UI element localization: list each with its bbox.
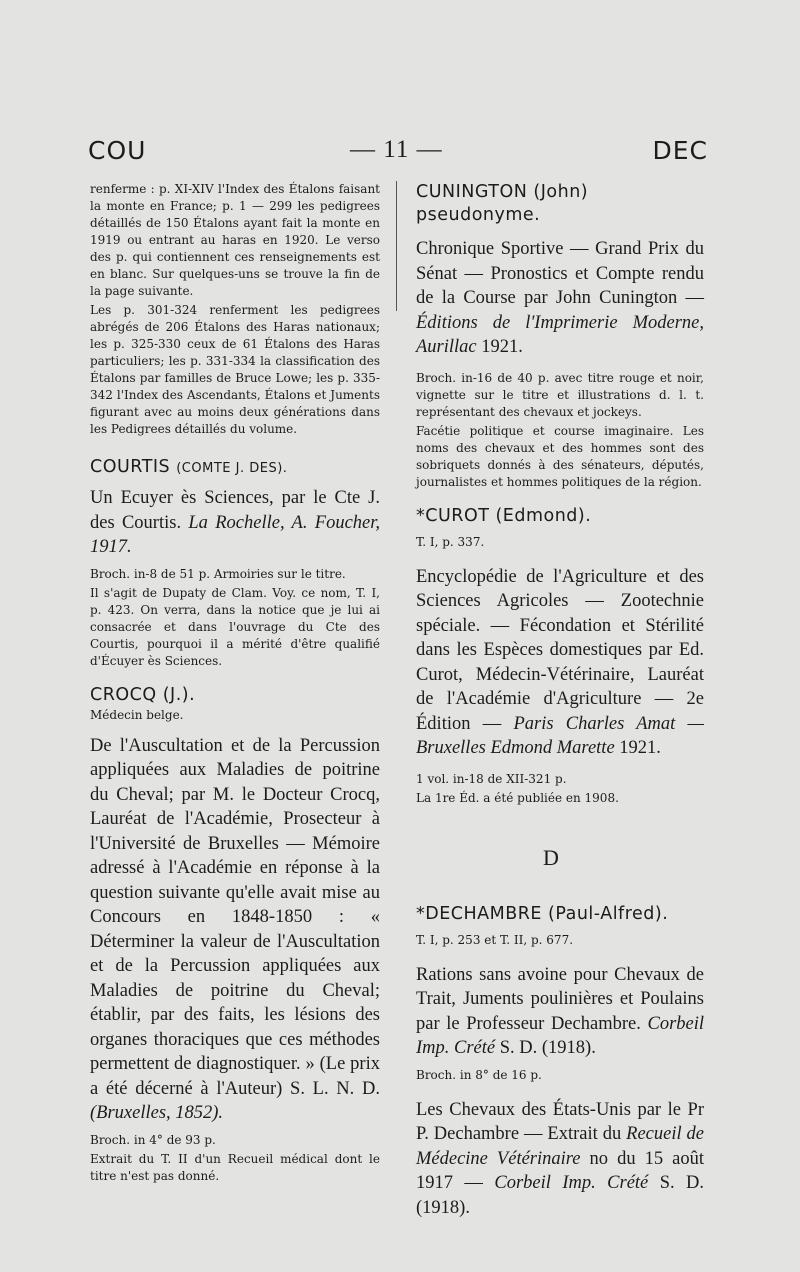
- entry-note: La 1re Éd. a été publiée en 1908.: [416, 790, 619, 805]
- entry-reference: T. I, p. 253 et T. II, p. 677.: [416, 932, 574, 947]
- entry-heading: CROCQ (J.).: [90, 684, 196, 705]
- entry-title: Encyclopédie de l'Agriculture et des Sciences Agricoles — Zootechnie spéciale. — Fécondation et Stérilité dans les Espèces domestiques par Ed. Curot, Médecin-Vétérinaire, Lauréat de l'Académie d'Agriculture — 2e Édition — Paris Charles Amat — Bruxelles Edmond Marette 1921.: [416, 566, 704, 758]
- section-letter: D: [543, 844, 559, 870]
- entry-note: Facétie politique et course imaginaire. Les noms des chevaux et des hommes sont des sobriquets donnés à des sénateurs, députés, journalistes et hommes politiques de la région.: [416, 423, 704, 489]
- entry-role: Médecin belge.: [90, 707, 184, 722]
- entry-note: Il s'agit de Dupaty de Clam. Voy. ce nom, T. I, p. 423. On verra, dans la notice que je lui ai consacrée et dans l'ouvrage du Cte des Courtis, pourquoi il a mérité d'être qualifié d'Écuyer ès Sciences.: [90, 585, 380, 668]
- entry-description: 1 vol. in-18 de XII-321 p.: [416, 771, 567, 786]
- entry-heading: *DECHAMBRE (Paul-Alfred).: [416, 903, 669, 924]
- entry-description: Broch. in 4° de 93 p.: [90, 1132, 216, 1147]
- entry-cunington: [416, 181, 704, 491]
- entry-heading: *CUROT (Edmond).: [416, 505, 592, 526]
- entry-qualifier: (COMTE J. DES).: [176, 461, 288, 476]
- entry-name: COURTIS: [90, 457, 171, 477]
- entry-curot: [416, 505, 704, 807]
- column-divider: [396, 181, 397, 311]
- header-left: COU: [88, 136, 147, 165]
- entry-description: Broch. in-16 de 40 p. avec titre rouge et noir, vignette sur le titre et illustrations d. l. t. représentant des chevaux et jockeys.: [416, 370, 704, 419]
- entry-year: 1921.: [619, 738, 661, 758]
- entry-heading: CUNINGTON (John) pseudonyme.: [416, 182, 589, 225]
- header-right: DEC: [652, 136, 708, 165]
- intro-paragraph-1: renferme : p. XI-XIV l'Index des Étalons faisant la monte en France; p. 1 — 299 les pedigrees détaillés de 150 Étalons ayant fait la monte en 1919 ou entrant au haras en 1920. Le verso des p. qui contiennent ces renseignements est en blanc. Sur quelques-uns se trouve la fin de la page suivante.: [90, 182, 380, 298]
- entry-title: Un Ecuyer ès Sciences, par le Cte J. des Courtis. La Rochelle, A. Foucher, 1917.: [90, 488, 381, 557]
- running-header: [88, 136, 708, 176]
- page-number: — 11 —: [350, 136, 443, 163]
- entry-title: De l'Auscultation et de la Percussion appliquées aux Maladies de poitrine du Cheval; par M. le Docteur Crocq, Lauréat de l'Académie, Prosecteur à l'Université de Bruxelles — Mémoire adressé à l'Académie en réponse à la question suivante qu'elle avait mise au Concours en 1848-1850 : « Déterminer la valeur de l'Auscultation et de la Percussion appliquées aux Maladies de poitrine du Cheval; établir, par des faits, les lésions des organes thoraciques que ces méthodes permettent de diagnostiquer. » (Le prix a été décerné à l'Auteur) S. L. N. D. (Bruxelles, 1852).: [90, 735, 380, 1123]
- entry-title: Chronique Sportive — Grand Prix du Sénat — Pronostics et Compte rendu de la Course par John Cunington — Éditions de l'Imprimerie Moderne, Aurillac 1921.: [416, 239, 704, 357]
- entry-year: 1921.: [481, 337, 523, 357]
- entry-crocq: [90, 684, 380, 1185]
- right-column: [416, 181, 704, 1220]
- intro-paragraph-2: Les p. 301-324 renferment les pedigrees abrégés de 206 Étalons des Haras nationaux; les p. 325-330 ceux de 61 Étalons des Haras particuliers; les p. 331-334 la classification des Étalons par familles de Bruce Lowe; les p. 335-342 l'Index des Ascendants, Étalons et Juments figurant avec au moins deux générations dans les Pedigrees détaillés du volume.: [90, 303, 380, 436]
- entry-courtis: [90, 456, 380, 670]
- entry-imprint: La Rochelle, A. Foucher, 1917.: [90, 512, 381, 557]
- entry-title: Les Chevaux des États-Unis par le Pr P. Dechambre — Extrait du Recueil de Médecine Vétérinaire no du 15 août 1917 — Corbeil Imp. Crété S. D. (1918).: [416, 1099, 705, 1218]
- entry-dechambre: [416, 903, 704, 1221]
- entry-description: Broch. in-8 de 51 p. Armoiries sur le titre.: [90, 566, 346, 581]
- entry-imprint: Corbeil Imp. Crété: [494, 1173, 649, 1193]
- entry-heading: [90, 456, 380, 480]
- journal-title: Recueil de Médecine Vétérinaire: [416, 1124, 704, 1169]
- entry-reference: T. I, p. 337.: [416, 534, 485, 549]
- left-column: [90, 181, 380, 1185]
- entry-note: Extrait du T. II d'un Recueil médical dont le titre n'est pas donné.: [90, 1151, 380, 1183]
- entry-imprint: (Bruxelles, 1852).: [90, 1103, 224, 1123]
- entry-title: Rations sans avoine pour Chevaux de Trait, Juments poulinières et Poulains par le Professeur Dechambre. Corbeil Imp. Crété S. D. (1918).: [416, 964, 705, 1058]
- entry-description: Broch. in 8° de 16 p.: [416, 1067, 542, 1082]
- entry-imprint: Paris Charles Amat — Bruxelles Edmond Marette: [416, 713, 704, 758]
- entry-imprint: Éditions de l'Imprimerie Moderne, Aurillac: [416, 312, 704, 357]
- entry-imprint: Corbeil Imp. Crété: [416, 1013, 705, 1058]
